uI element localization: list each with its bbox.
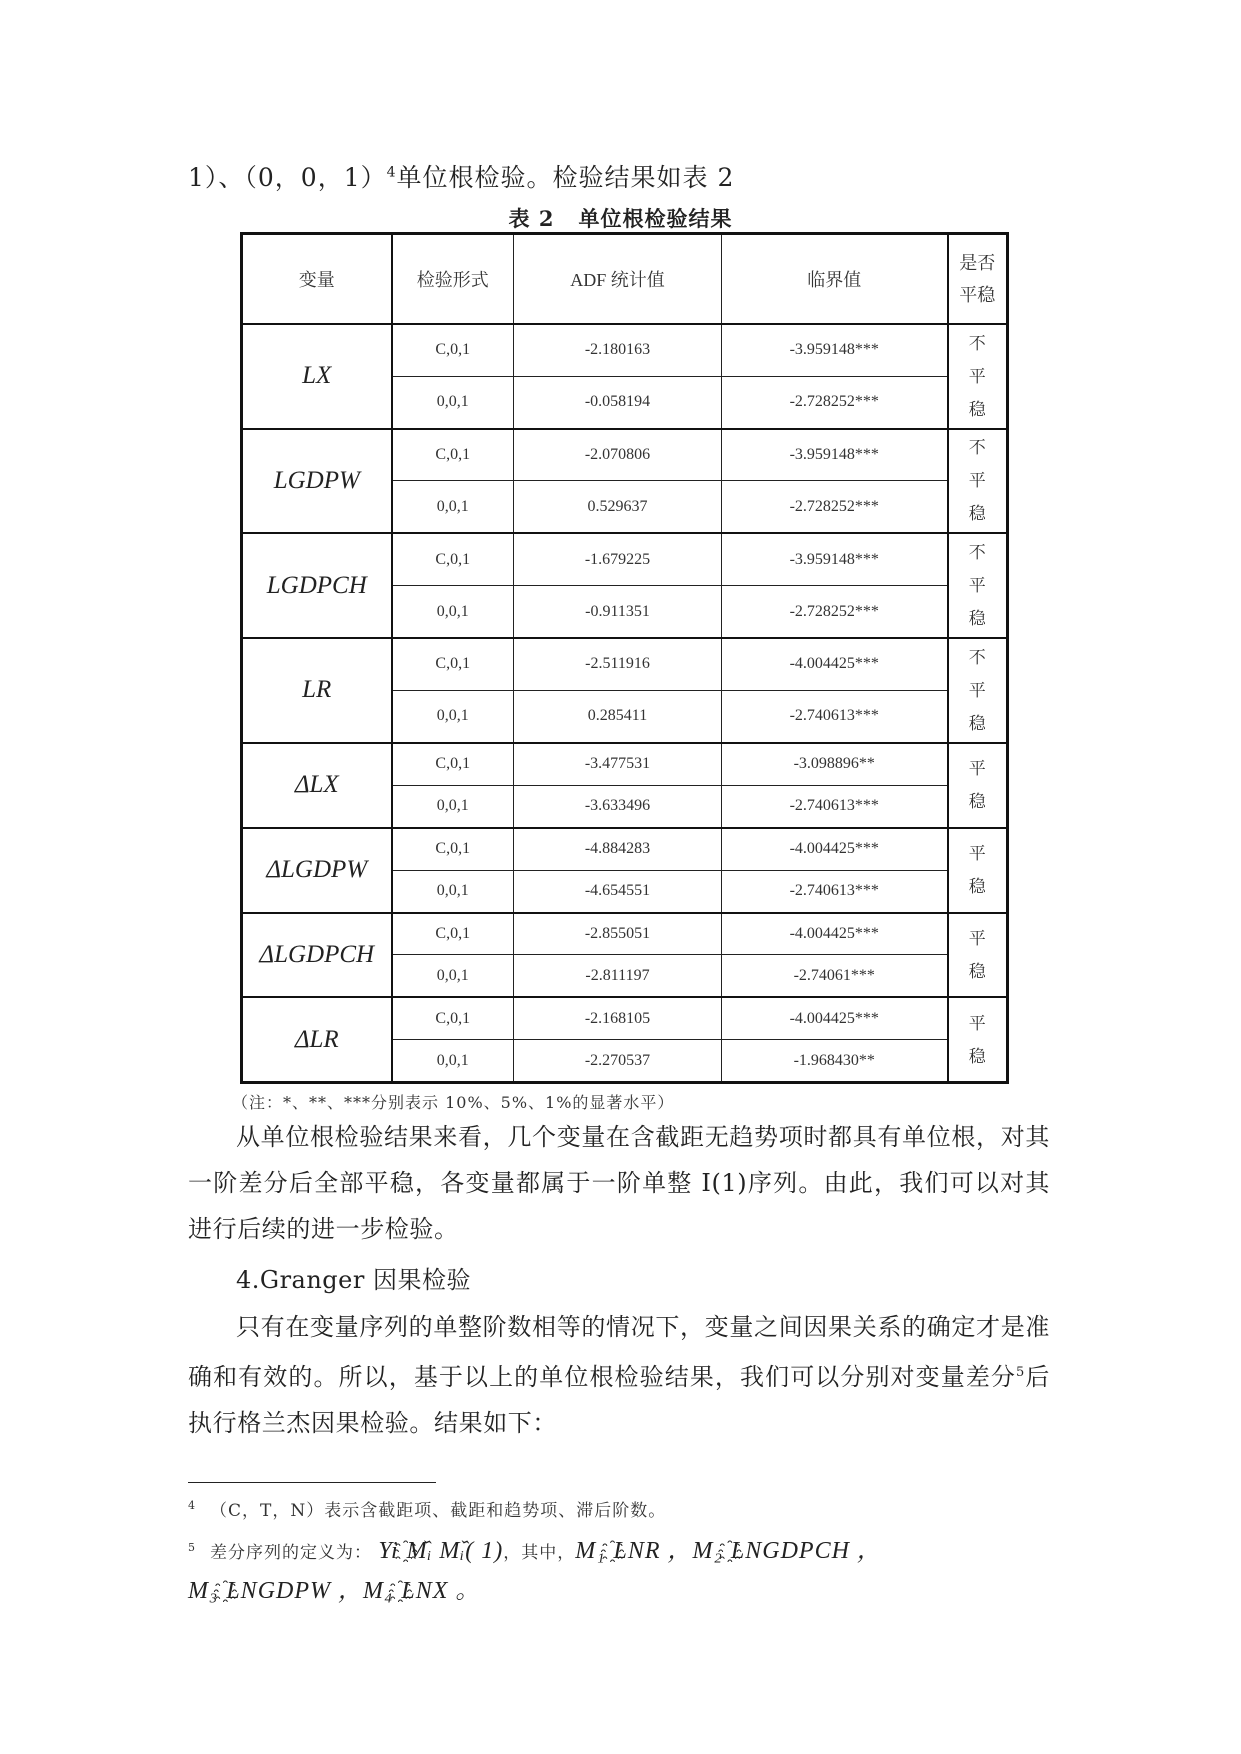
cell-adf-statistic: 0.285411 — [514, 690, 722, 742]
table-row — [242, 828, 1008, 870]
cell-adf-statistic: -2.168105 — [514, 997, 722, 1039]
cell-adf-statistic: -2.270537 — [514, 1040, 722, 1083]
paragraph-granger-before: 只有在变量序列的单整阶数相等的情况下，变量之间因果关系的确定才是准确和有效的。所以，基于以上的单位根检验结果，我们可以分别对变量差分 — [188, 1313, 1050, 1391]
cell-test-form: C,0,1 — [392, 743, 514, 785]
cell-critical-value: -3.098896** — [722, 743, 948, 785]
stationary-char: 不 — [968, 543, 986, 563]
cell-adf-statistic: -0.058194 — [514, 376, 722, 428]
table-row — [242, 913, 1008, 955]
section-heading-granger: 4.Granger 因果检验 — [236, 1266, 471, 1294]
stationary-char: 稳 — [968, 713, 986, 733]
cell-adf-statistic: 0.529637 — [514, 481, 722, 533]
cell-variable: ΔLX — [242, 743, 392, 828]
cell-stationary — [948, 324, 1008, 429]
cell-critical-value: -2.728252*** — [722, 376, 948, 428]
table-body — [242, 324, 1008, 1083]
cell-stationary — [948, 533, 1008, 638]
table-note: （注：*、**、***分别表示 10%、5%、1%的显著水平） — [232, 1093, 675, 1112]
cell-test-form: C,0,1 — [392, 638, 514, 690]
paragraph-granger-after: 后执行格兰杰因果检验。结果如下： — [188, 1363, 1050, 1437]
stationary-char: 稳 — [968, 609, 986, 629]
cell-critical-value: -4.004425*** — [722, 828, 948, 870]
header-stationary — [948, 234, 1008, 325]
stationary-char: 平 — [968, 759, 986, 779]
cell-test-form: C,0,1 — [392, 533, 514, 585]
table-row — [242, 429, 1008, 481]
footnote-4 — [188, 1496, 666, 1521]
cell-variable: LX — [242, 324, 392, 429]
footnote-marker-4[interactable]: 4 — [386, 164, 397, 181]
stationary-char: 稳 — [968, 792, 986, 812]
cell-stationary — [948, 828, 1008, 913]
cell-test-form: C,0,1 — [392, 997, 514, 1039]
cell-critical-value: -2.740613*** — [722, 785, 948, 827]
stationary-char: 稳 — [968, 399, 986, 419]
stationary-char: 平 — [968, 1013, 986, 1033]
cell-test-form: 0,0,1 — [392, 376, 514, 428]
stationary-char: 不 — [968, 647, 986, 667]
cell-adf-statistic: -4.884283 — [514, 828, 722, 870]
footnote-marker-5[interactable]: 5 — [1016, 1365, 1025, 1380]
table-title-text: 单位根检验结果 — [578, 206, 733, 231]
cell-critical-value: -2.740613*** — [722, 690, 948, 742]
stationary-char: 平 — [968, 471, 986, 491]
table-row — [242, 324, 1008, 376]
cell-stationary — [948, 743, 1008, 828]
table-title — [0, 203, 1241, 233]
cell-adf-statistic: -2.511916 — [514, 638, 722, 690]
intro-text: 1）、（0，0，1） — [188, 163, 387, 192]
cell-critical-value: -2.740613*** — [722, 870, 948, 912]
cell-adf-statistic: -0.911351 — [514, 586, 722, 638]
cell-test-form: 0,0,1 — [392, 690, 514, 742]
table-row — [242, 533, 1008, 585]
cell-adf-statistic: -2.811197 — [514, 955, 722, 997]
cell-critical-value: -3.959148*** — [722, 533, 948, 585]
cell-stationary — [948, 429, 1008, 534]
unit-root-test-table — [240, 232, 1009, 1084]
stationary-char: 平 — [968, 680, 986, 700]
header-critical-value: 临界值 — [722, 234, 948, 325]
cell-adf-statistic: -2.180163 — [514, 324, 722, 376]
cell-variable: ΔLGDPW — [242, 828, 392, 913]
stationary-char: 稳 — [968, 961, 986, 981]
footnote-4-marker: 4 — [188, 1499, 196, 1513]
cell-variable: ΔLGDPCH — [242, 913, 392, 998]
paragraph-unit-root-conclusion: 从单位根检验结果来看，几个变量在含截距无趋势项时都具有单位根，对其一阶差分后全部平稳，各变量都属于一阶单整 I(1)序列。由此，我们可以对其进行后续的进一步检验。 — [188, 1123, 1050, 1243]
cell-stationary — [948, 638, 1008, 743]
cell-test-form: 0,0,1 — [392, 785, 514, 827]
footnote-5-formula: Yi ҈M᷈ᵢ Mᵢ᷈( 1) — [378, 1538, 504, 1564]
intro-line — [188, 158, 734, 194]
cell-adf-statistic: -3.633496 — [514, 785, 722, 827]
table-header-row — [242, 234, 1008, 325]
footnote-5-m1-m2: M₁ ҈LNR ，M₂ ҈LNGDPCH ， — [575, 1538, 882, 1564]
cell-test-form: C,0,1 — [392, 324, 514, 376]
stationary-char: 稳 — [968, 504, 986, 524]
cell-critical-value: -3.959148*** — [722, 324, 948, 376]
footnote-5-text: 差分序列的定义为： — [210, 1543, 372, 1563]
header-test-form: 检验形式 — [392, 234, 514, 325]
cell-adf-statistic: -3.477531 — [514, 743, 722, 785]
stationary-char: 平 — [968, 844, 986, 864]
footnote-5-continued — [188, 1570, 480, 1605]
cell-test-form: 0,0,1 — [392, 955, 514, 997]
cell-critical-value: -4.004425*** — [722, 638, 948, 690]
footnote-5-m3-m4: M₃ ҈LNGDPW ，M₄ ҈LNX 。 — [188, 1578, 481, 1604]
cell-critical-value: -4.004425*** — [722, 997, 948, 1039]
table-row — [242, 638, 1008, 690]
paragraph-granger-intro — [188, 1304, 1050, 1446]
stationary-char: 不 — [968, 438, 986, 458]
header-stationary-line1: 是否 — [959, 253, 996, 273]
header-stationary-line2: 平稳 — [959, 285, 996, 305]
cell-variable: LR — [242, 638, 392, 743]
cell-variable: LGDPCH — [242, 533, 392, 638]
table-title-label: 表 2 — [508, 206, 555, 231]
stationary-char: 平 — [968, 366, 986, 386]
cell-adf-statistic: -2.070806 — [514, 429, 722, 481]
cell-test-form: C,0,1 — [392, 913, 514, 955]
cell-critical-value: -1.968430** — [722, 1040, 948, 1083]
cell-adf-statistic: -4.654551 — [514, 870, 722, 912]
header-adf-statistic: ADF 统计值 — [514, 234, 722, 325]
cell-variable: ΔLR — [242, 997, 392, 1082]
cell-adf-statistic: -1.679225 — [514, 533, 722, 585]
footnote-5-marker: 5 — [188, 1541, 196, 1555]
cell-critical-value: -2.74061*** — [722, 955, 948, 997]
table-row — [242, 743, 1008, 785]
cell-test-form: 0,0,1 — [392, 481, 514, 533]
header-variable: 变量 — [242, 234, 392, 325]
cell-stationary — [948, 913, 1008, 998]
footnote-4-text: （C，T，N）表示含截距项、截距和趋势项、滞后阶数。 — [210, 1501, 667, 1521]
cell-variable: LGDPW — [242, 429, 392, 534]
cell-critical-value: -2.728252*** — [722, 586, 948, 638]
stationary-char: 平 — [968, 576, 986, 596]
intro-text-after: 单位根检验。检验结果如表 2 — [396, 163, 735, 192]
stationary-char: 不 — [968, 333, 986, 353]
footnote-divider — [188, 1482, 436, 1483]
cell-test-form: 0,0,1 — [392, 586, 514, 638]
cell-critical-value: -3.959148*** — [722, 429, 948, 481]
stationary-char: 稳 — [968, 877, 986, 897]
cell-critical-value: -2.728252*** — [722, 481, 948, 533]
footnote-5 — [188, 1530, 882, 1565]
cell-test-form: C,0,1 — [392, 429, 514, 481]
cell-stationary — [948, 997, 1008, 1082]
cell-test-form: 0,0,1 — [392, 1040, 514, 1083]
cell-test-form: C,0,1 — [392, 828, 514, 870]
cell-test-form: 0,0,1 — [392, 870, 514, 912]
footnote-5-mid: ，其中， — [503, 1543, 576, 1563]
cell-adf-statistic: -2.855051 — [514, 913, 722, 955]
stationary-char: 平 — [968, 928, 986, 948]
cell-critical-value: -4.004425*** — [722, 913, 948, 955]
table-row — [242, 997, 1008, 1039]
stationary-char: 稳 — [968, 1046, 986, 1066]
